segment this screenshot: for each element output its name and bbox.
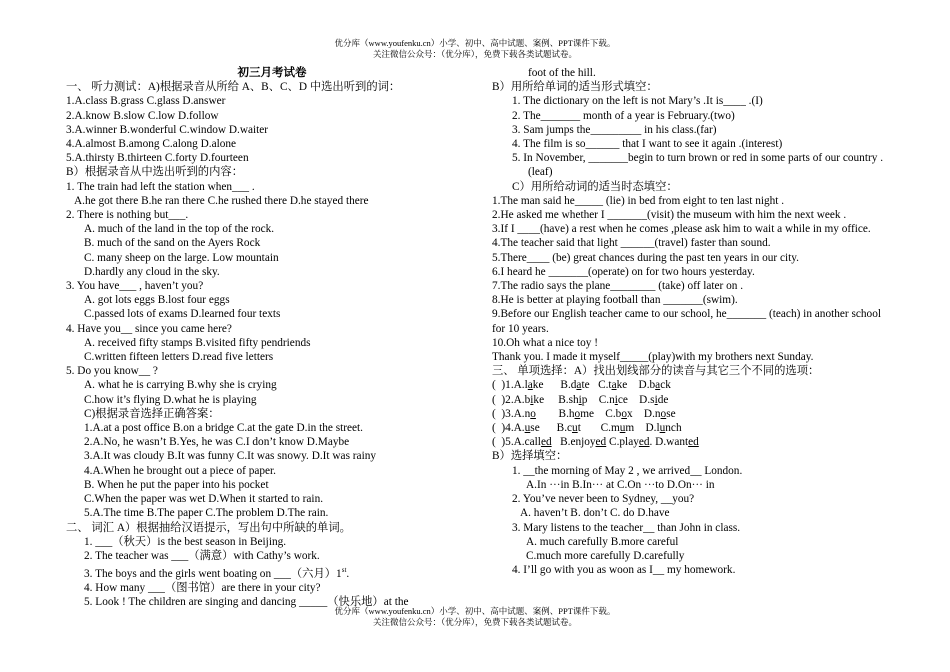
word-form-item-5: 5. In November, _______begin to turn brown or red in some parts of our country .(leaf): [512, 152, 884, 179]
underlined-letters: i: [530, 393, 534, 406]
item-text: ( )5.A.call: [492, 436, 541, 449]
selection-q3-options-cd: C.much more carefully D.carefully: [526, 549, 685, 562]
word-choice-1: 1.A.class B.grass C.glass D.answer: [66, 95, 226, 108]
underlined-letters: o: [621, 407, 627, 420]
underlined-letters: o: [660, 407, 667, 420]
vocab-item-3-sup: st: [341, 566, 347, 575]
section-1-heading: 一、 听力测试：A)根据录音从所给 A、B、C、D 中选出听到的词：: [66, 81, 401, 94]
vocab-item-3-text: 3. The boys and the girls went boating on ___（六月）1: [84, 567, 342, 580]
tense-item-8: 8.He is better at playing football than _______(swim).: [492, 294, 738, 307]
left-column: [66, 66, 478, 609]
vocab-item-2: 2. The teacher was ___（满意）with Cathy’s work.: [84, 549, 320, 562]
underlined-letters: o: [530, 407, 536, 420]
underlined-letters: i: [614, 393, 618, 406]
word-form-item-1: 1. The dictionary on the left is not Mary’s .It is____ .(I): [512, 95, 763, 108]
selection-heading: B）选择填空：: [492, 450, 568, 463]
item-text: ( )3.A.n: [492, 407, 531, 420]
underlined-letters: ed: [688, 436, 699, 449]
tense-item-3: 3.If I ____(have) a rest when he comes ,please ask him to wait a while in my office.: [492, 223, 871, 236]
listening-q4: 4. Have you__ since you came here?: [66, 322, 232, 335]
vocab-item-4: 4. How many ___（图书馆）are there in your city?: [84, 582, 321, 595]
item-text: se: [666, 407, 676, 420]
underlined-letters: u: [572, 422, 578, 435]
item-text: ( )2.A.b: [492, 393, 531, 406]
pronunciation-item-5: [492, 435, 892, 449]
listening-q2-option-b: B. much of the sand on the Ayers Rock: [84, 237, 261, 250]
item-text: ck: [660, 379, 671, 392]
item-text: ( )1.A.l: [492, 379, 528, 392]
word-form-item-4: 4. The film is so______ that I want to see it again .(interest): [512, 138, 783, 151]
word-choice-3: 3.A.winner B.wonderful C.window D.waiter: [66, 123, 269, 136]
page-footer: [0, 606, 950, 628]
underlined-letters: u: [659, 422, 666, 435]
item-text: ( )4.A.: [492, 422, 525, 435]
selection-q4: 4. I’ll go with you as woon as I__ my homework.: [512, 564, 736, 577]
listening-c-item-4: 4.A.When he brought out a piece of paper.: [84, 464, 276, 477]
pronunciation-item-1: [492, 378, 892, 392]
underlined-letters: a: [527, 379, 533, 392]
item-text: ke B.d: [532, 379, 577, 392]
selection-q1-options: A.In ···in B.In··· at C.On ···to D.On··· in: [526, 478, 715, 491]
pronunciation-list: [492, 378, 892, 449]
underlined-letters: ed: [595, 436, 607, 449]
word-form-heading: B）用所给单词的适当形式填空：: [492, 81, 658, 94]
underlined-letters: a: [576, 379, 582, 392]
tense-item-4: 4.The teacher said that light ______(travel) faster than sound.: [492, 237, 771, 250]
listening-q4-options-ab: A. received fifty stamps B.visited fifty pendriends: [84, 336, 311, 349]
listening-c-item-4cd: C.When the paper was wet D.When it started to rain.: [84, 493, 324, 506]
page-header: [0, 38, 950, 60]
vocab-item-5-continued: foot of the hill.: [528, 67, 596, 79]
underlined-letters: u: [524, 422, 531, 435]
vocab-item-5: 5. Look ! The children are singing and dancing _____（快乐地）at the: [84, 596, 409, 609]
header-line-2: 关注微信公众号：（优分库），免费下载各类试题试卷。: [372, 49, 577, 59]
underlined-letters: u: [619, 422, 626, 435]
vocab-item-1: 1. ___（秋天）is the best season in Beijing.: [84, 535, 287, 548]
tense-item-1: 1.The man said he_____ (lie) in bed from eight to ten last night .: [492, 194, 785, 207]
pronunciation-item-2: [492, 393, 892, 407]
vocab-item-3-end: .: [346, 567, 350, 580]
listening-q3-options-cd: C.passed lots of exams D.learned four texts: [84, 308, 281, 321]
underlined-letters: o: [574, 407, 581, 420]
word-form-item-2: 2. The_______ month of a year is February.(two): [512, 109, 735, 122]
pronunciation-item-4: [492, 421, 892, 435]
item-text: de: [657, 393, 669, 406]
pronunciation-item-3: [492, 407, 892, 421]
listening-q3: 3. You have___ , haven’t you?: [66, 280, 204, 293]
item-text: nch: [665, 422, 682, 435]
tense-item-10: 10.Oh what a nice toy !: [492, 336, 599, 349]
listening-q5-options-cd: C.how it’s flying D.what he is playing: [84, 393, 257, 406]
listening-q2: 2. There is nothing but___.: [66, 209, 189, 222]
tense-item-2: 2.He asked me whether I _______(visit) the museum with him the next week .: [492, 209, 847, 222]
listening-q3-options-ab: A. got lots eggs B.lost four eggs: [84, 294, 230, 307]
selection-q2-options: A. haven’t B. don’t C. do D.have: [520, 507, 670, 520]
listening-c-item-4b: B. When he put the paper into his pocket: [84, 478, 269, 491]
listening-q2-option-a: A. much of the land in the top of the rock.: [84, 223, 275, 236]
tense-item-6: 6.I heard he _______(operate) on for two hours yesterday.: [492, 265, 755, 278]
selection-q1: 1. __the morning of May 2 , we arrived__ London.: [512, 464, 743, 477]
item-text: . D.want: [649, 436, 689, 449]
listening-q2-option-d: D.hardly any cloud in the sky.: [84, 265, 220, 278]
section-3-heading: 三、 单项选择：A）找出划线部分的读音与其它三个不同的选项：: [492, 365, 820, 378]
item-text: se B.c: [530, 422, 573, 435]
item-text: B.enjoy: [551, 436, 596, 449]
tense-item-5: 5.There____ (be) great chances during the past ten years in our city.: [492, 251, 799, 264]
tense-item-10-reply: Thank you. I made it myself_____(play)with my brothers next Sunday.: [492, 351, 814, 364]
right-column: [492, 66, 892, 577]
underlined-letters: i: [578, 393, 582, 406]
listening-q2-option-c: C. many sheep on the large. Low mountain: [84, 251, 279, 264]
word-form-item-3: 3. Sam jumps the_________ in his class.(far): [512, 123, 717, 136]
exam-title: 初三月考试卷: [237, 67, 307, 79]
item-text: me C.b: [580, 407, 622, 420]
word-choice-4: 4.A.almost B.among C.along D.alone: [66, 138, 237, 151]
selection-q3-options-ab: A. much carefully B.more careful: [526, 535, 679, 548]
item-text: ke B.sh: [533, 393, 579, 406]
footer-line-2: 关注微信公众号：（优分库），免费下载各类试题试卷。: [372, 617, 577, 627]
underlined-letters: a: [611, 379, 617, 392]
tense-item-7: 7.The radio says the plane________ (take) off later on .: [492, 280, 744, 293]
item-text: te C.t: [581, 379, 612, 392]
listening-q1: 1. The train had left the station when___ .: [66, 180, 255, 193]
listening-q4-options-cd: C.written fifteen letters D.read five letters: [84, 351, 274, 364]
item-text: C.play: [606, 436, 639, 449]
underlined-letters: a: [655, 379, 661, 392]
tense-heading: C）用所给动词的适当时态填空：: [512, 180, 678, 193]
word-choice-5: 5.A.thirsty B.thirteen C.forty D.fourteen: [66, 152, 249, 165]
listening-q5: 5. Do you know__ ?: [66, 365, 158, 378]
listening-c-item-3: 3.A.It was cloudy B.It was funny C.It was snowy. D.It was rainy: [84, 450, 377, 463]
item-text: t C.m: [577, 422, 620, 435]
selection-q3: 3. Mary listens to the teacher__ than John in class.: [512, 521, 741, 534]
item-text: m D.l: [625, 422, 660, 435]
header-line-1: 优分库（www.youfenku.cn）小学、初中、高中试题、案例、PPT课件下载。: [334, 38, 616, 48]
tense-item-9: 9.Before our English teacher came to our school, he_______ (teach) in another school for 10 years.: [492, 308, 881, 335]
item-text: p C.n: [581, 393, 615, 406]
listening-q1-options: A.he got there B.he ran there C.he rushed there D.he stayed there: [74, 194, 369, 207]
item-text: ce D.s: [617, 393, 655, 406]
selection-q2: 2. You’ve never been to Sydney, __you?: [512, 493, 695, 506]
section-2-heading: 二、 词汇 A）根据抽给汉语提示，写出句中所缺的单词。: [66, 521, 351, 534]
listening-c-item-1: 1.A.at a post office B.on a bridge C.at the gate D.in the street.: [84, 422, 363, 435]
vocab-item-3: [66, 563, 478, 581]
listening-c-heading: C)根据录音选择正确答案：: [84, 407, 220, 420]
underlined-letters: ed: [638, 436, 650, 449]
underlined-letters: i: [654, 393, 658, 406]
item-text: ke D.b: [616, 379, 656, 392]
listening-c-item-2: 2.A.No, he wasn’t B.Yes, he was C.I don’t know D.Maybe: [84, 436, 350, 449]
listening-q5-options-ab: A. what he is carrying B.why she is crying: [84, 379, 277, 392]
listening-c-item-5: 5.A.The time B.The paper C.The problem D.The rain.: [84, 507, 329, 520]
word-choice-2: 2.A.know B.slow C.low D.follow: [66, 109, 219, 122]
underlined-letters: ed: [540, 436, 552, 449]
item-text: B.h: [535, 407, 575, 420]
item-text: x D.n: [626, 407, 661, 420]
footer-line-1: 优分库（www.youfenku.cn）小学、初中、高中试题、案例、PPT课件下载。: [334, 606, 616, 616]
listening-b-heading: B）根据录音从中选出听到的内容：: [66, 166, 243, 179]
